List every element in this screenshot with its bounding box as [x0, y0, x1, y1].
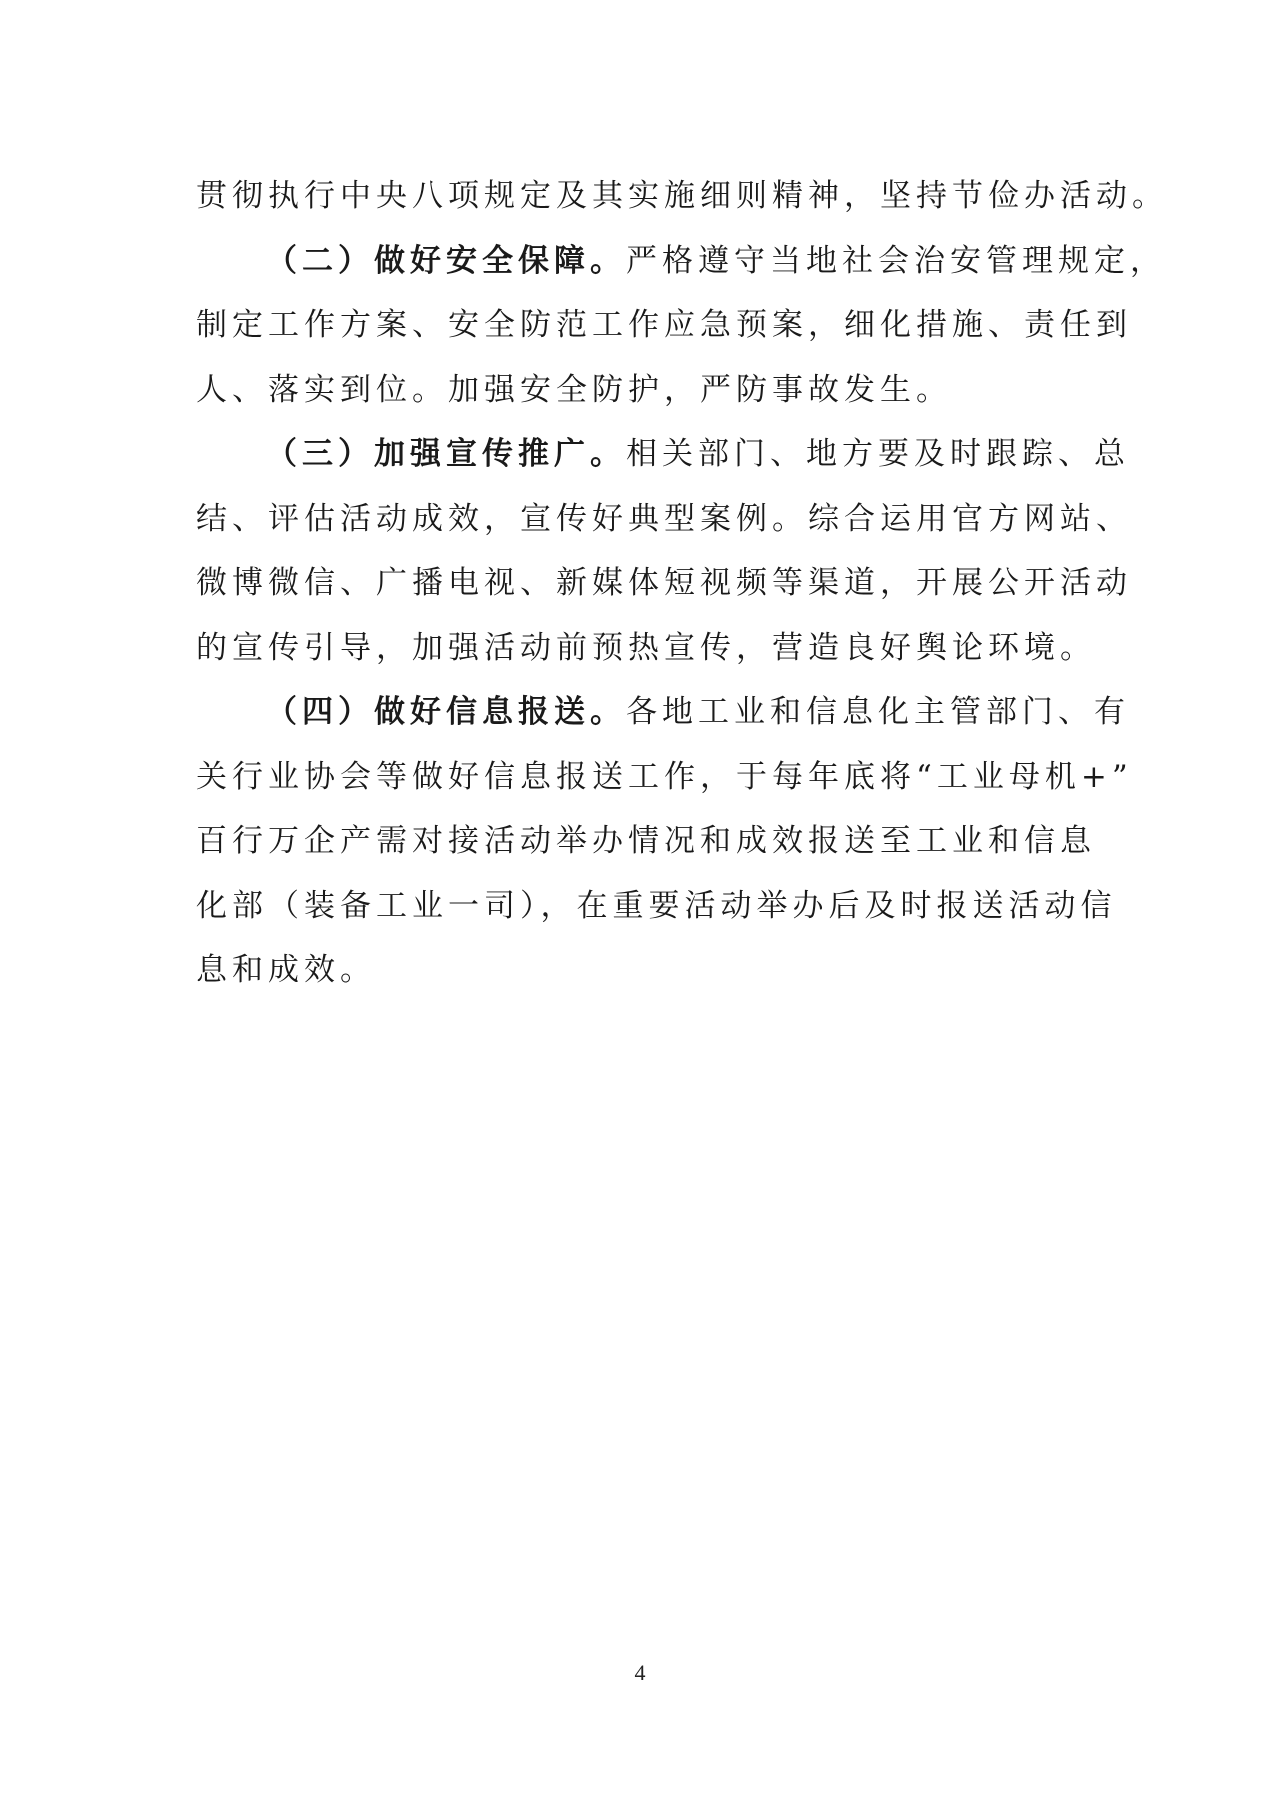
body-line [196, 487, 1132, 552]
line-text: 严格遵守当地社会治安管理规定， [626, 242, 1166, 279]
body-line [196, 551, 1132, 616]
document-body [196, 164, 1168, 1003]
line-text: 微博微信、广播电视、新媒体短视频等渠道，开展公开活动 [196, 565, 1132, 601]
body-line [196, 293, 1132, 358]
line-text: 各地工业和信息化主管部门、有 [626, 694, 1130, 730]
page-number: 4 [634, 1660, 646, 1685]
body-line [196, 809, 1096, 874]
section-heading-reporting: （四）做好信息报送。 [266, 694, 626, 730]
section-heading-line [196, 229, 1166, 294]
line-text: 化部（装备工业一司），在重要活动举办后及时报送活动信 [196, 887, 1117, 924]
body-line [196, 616, 1096, 681]
section-heading-line [196, 422, 1130, 487]
section-heading-safety: （二）做好安全保障。 [266, 242, 626, 279]
body-line [196, 874, 1117, 939]
body-line [196, 358, 1096, 423]
line-text: 制定工作方案、安全防范工作应急预案，细化措施、责任到 [196, 307, 1132, 343]
body-line [196, 164, 1168, 229]
section-heading-publicity: （三）加强宣传推广。 [266, 436, 626, 472]
line-text: 百行万企产需对接活动举办情况和成效报送至工业和信息 [196, 823, 1096, 859]
body-line [196, 938, 1096, 1003]
line-text: 相关部门、地方要及时跟踪、总 [626, 436, 1130, 472]
line-text: 贯彻执行中央八项规定及其实施细则精神，坚持节俭办活动。 [196, 178, 1168, 214]
line-text: 结、评估活动成效，宣传好典型案例。综合运用官方网站、 [196, 500, 1132, 537]
line-text: 息和成效。 [196, 952, 376, 988]
section-heading-line [196, 680, 1130, 745]
line-text: 的宣传引导，加强活动前预热宣传，营造良好舆论环境。 [196, 629, 1096, 666]
line-text: 关行业协会等做好信息报送工作，于每年底将“工业母机+” [196, 758, 1133, 795]
line-text: 人、落实到位。加强安全防护，严防事故发生。 [196, 371, 952, 408]
body-line [196, 745, 1133, 810]
